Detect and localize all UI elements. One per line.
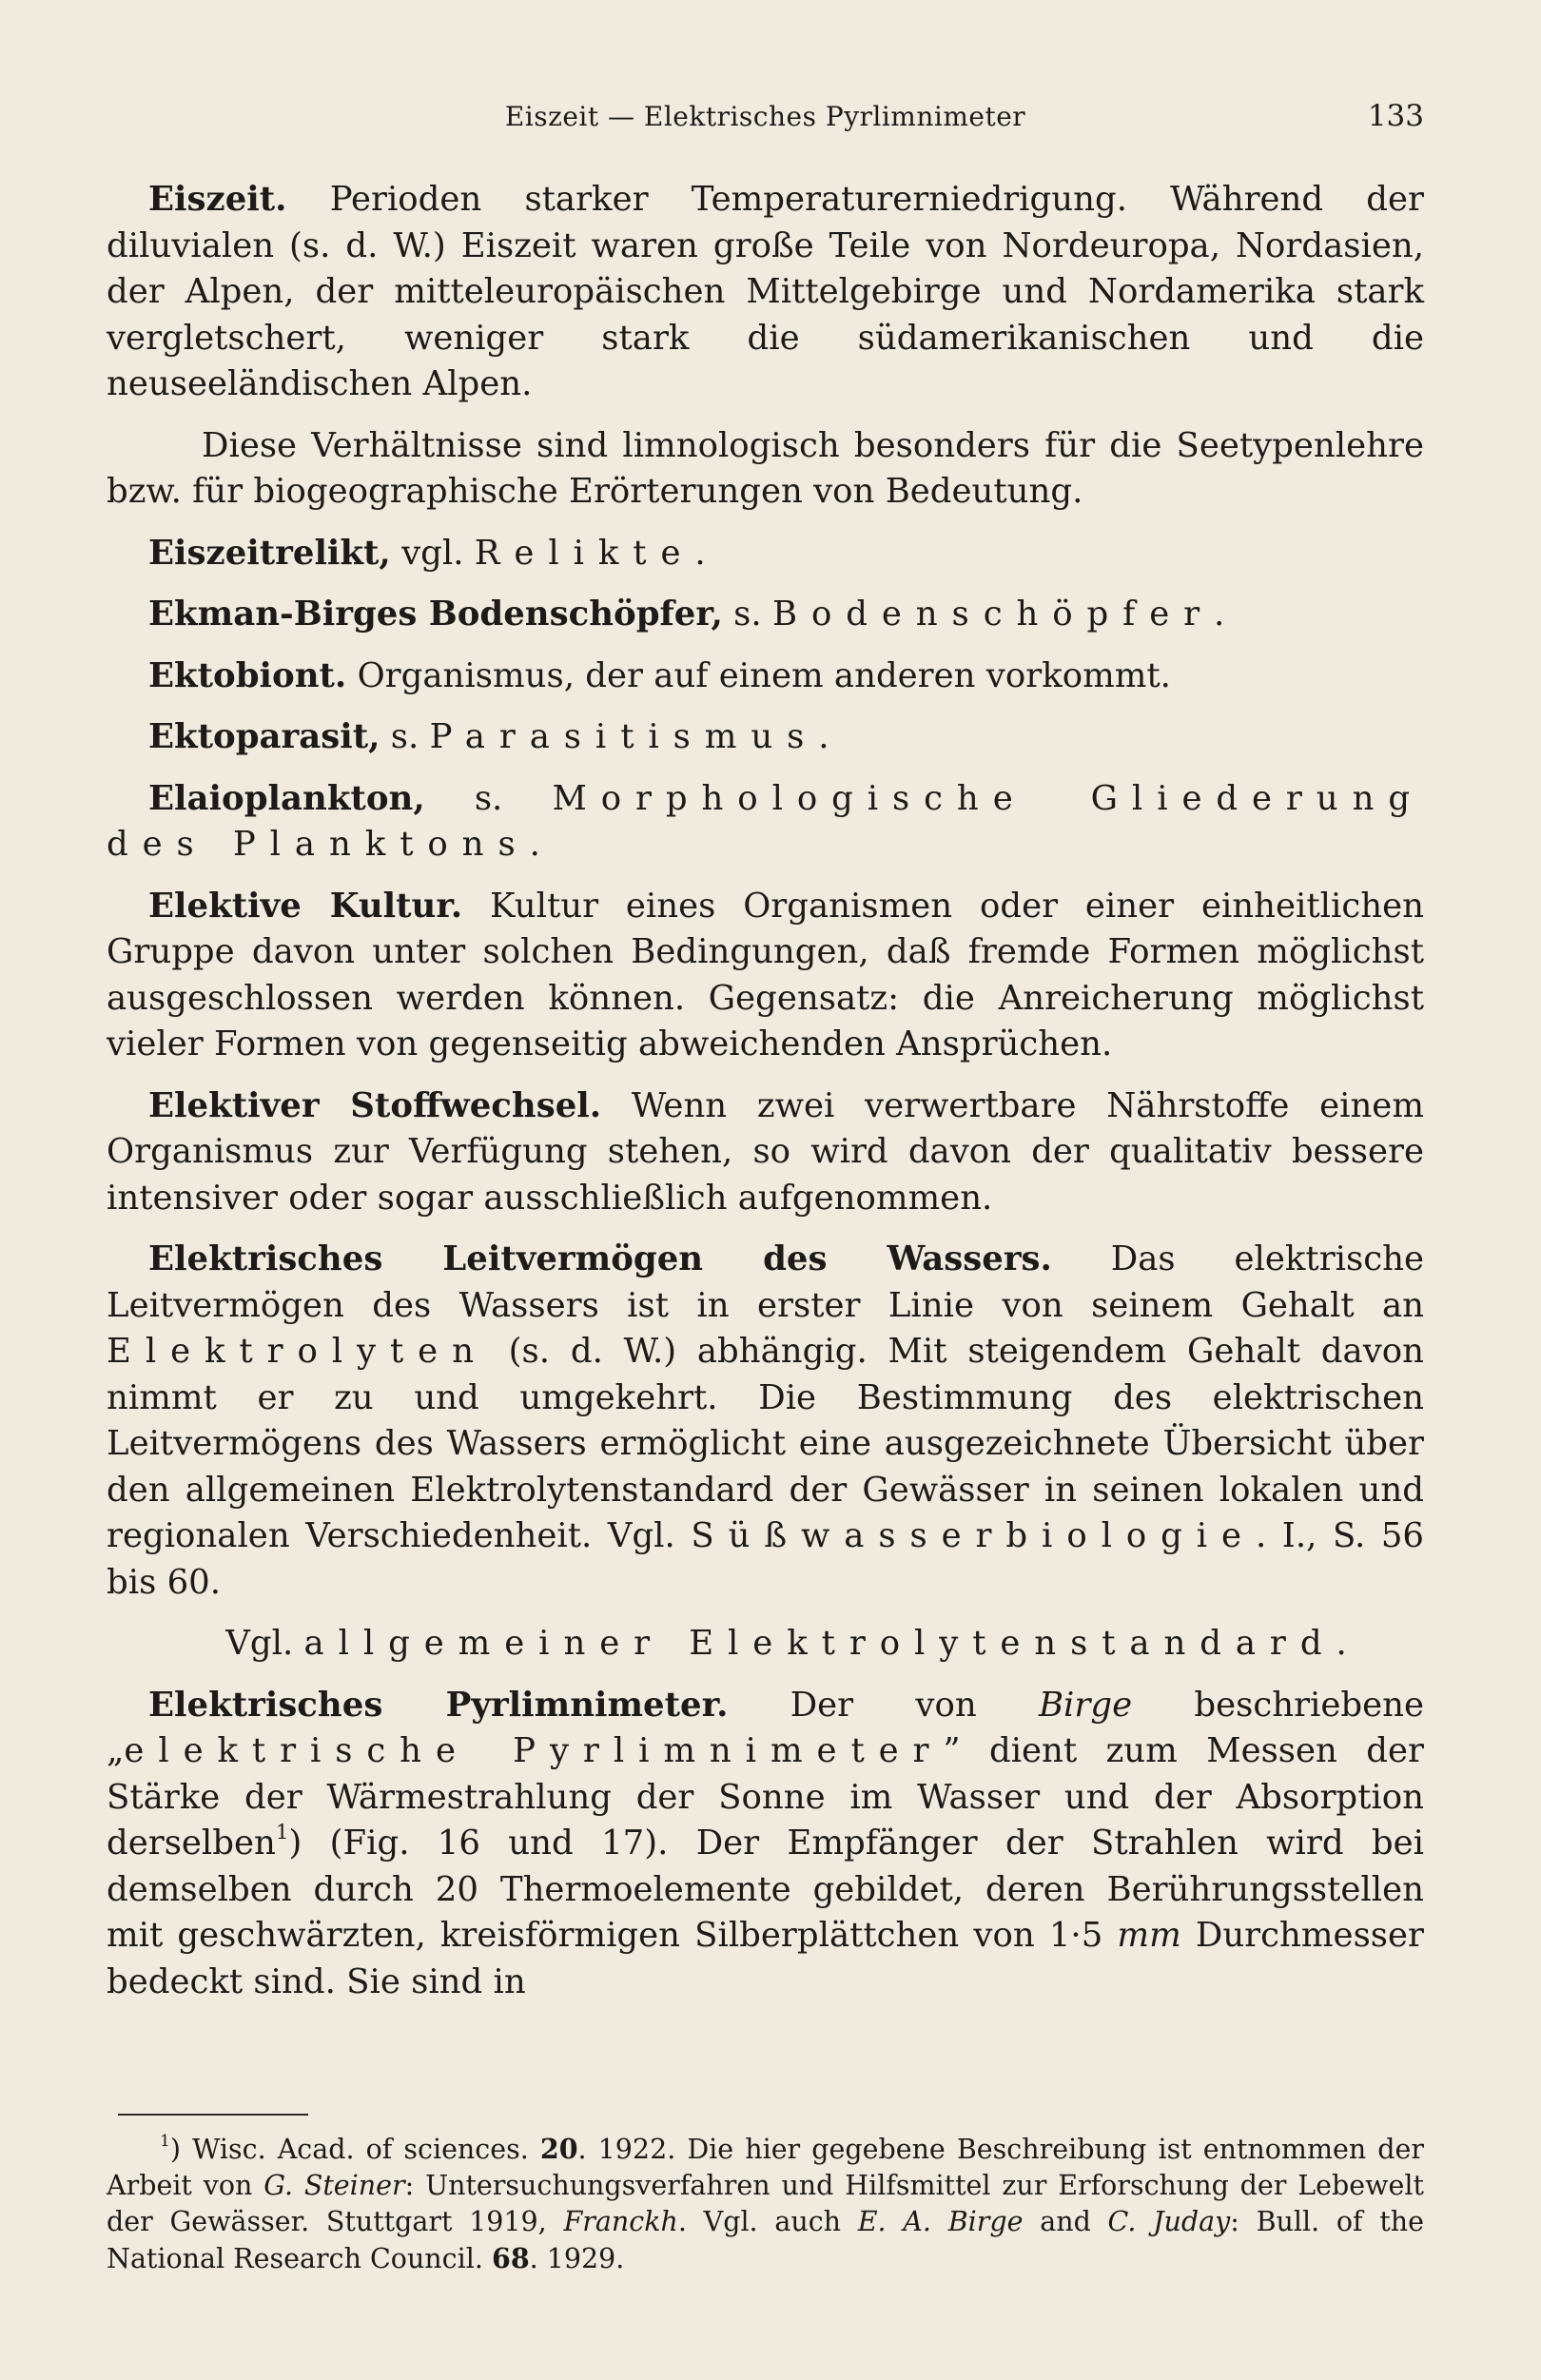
publisher-name: Franckh <box>563 2206 678 2237</box>
entry-text: Durchmesser bedeckt sind. Sie sind in <box>107 1916 1424 2001</box>
headword: Ektobiont. <box>148 655 347 695</box>
cross-reference: allgemeiner Elektrolytenstandard <box>303 1624 1336 1663</box>
entry-elektive-kultur <box>107 884 1424 1068</box>
entry-text: beschriebene „ <box>107 1685 1425 1770</box>
entry-text: . <box>1214 595 1225 634</box>
cross-reference: Relikte <box>474 533 695 573</box>
footnote-part: : Untersuchungsverfahren und Hilfsmittel zur Erforschung der Lebewelt der Gewässer. Stuttgart 1919, <box>107 2170 1424 2237</box>
page-header <box>107 93 1424 141</box>
headword: Elektrisches Pyrlimnimeter. <box>148 1685 729 1725</box>
cross-reference: Bodenschöpfer <box>771 595 1215 634</box>
footnote <box>107 2131 1424 2277</box>
footnote-part: ) Wisc. Acad. of sciences. <box>169 2134 540 2165</box>
entry-text: Kultur eines Organismen oder einer einheitlichen Gruppe davon unter solchen Bedingungen, daß fremde Formen möglichst ausgeschlossen werden können. Gegensatz: die Anreicherung möglichst vieler Formen von gegenseitig abweichenden Ansprüchen. <box>107 886 1424 1063</box>
headword: Ekman-Birges Bodenschöpfer, <box>148 595 723 634</box>
entry-ektobiont <box>107 654 1424 700</box>
entry-text: ) (Fig. 16 und 17). Der Empfänger der Strahlen wird bei demselben durch 20 Thermoelemente gebildet, deren Berührungsstellen mit geschwärzten, kreisförmigen Silberplättchen von 1·5 <box>107 1824 1424 1955</box>
entry-text: s. <box>424 778 553 818</box>
unit: mm <box>1117 1916 1181 1955</box>
entry-text: (s. d. W.) abhängig. Mit steigendem Gehalt davon nimmt er zu und umgekehrt. Die Bestimmung des elektrischen Leitvermögens des Wassers ermöglicht eine ausgezeichnete Übersicht über den allgemeinen Elektrolytenstandard der Gewässer in seinen lokalen und regionalen Verschiedenheit. Vgl. <box>107 1332 1424 1555</box>
entry-eiszeitrelikt <box>107 531 1424 577</box>
footnote-separator <box>118 2114 308 2116</box>
footnote-part: and <box>1023 2206 1108 2237</box>
headword: Elektrisches Leitvermögen des Wassers. <box>148 1239 1052 1278</box>
author-name: E. A. Birge <box>857 2206 1024 2237</box>
footnote-marker: 1 <box>275 1821 289 1845</box>
footnote-part: : Bull. of the National Research Council. <box>107 2206 1425 2274</box>
cross-reference: elektrische Pyrlimnimeter <box>124 1731 944 1770</box>
entry-ekman-birges-bodenschoepfer <box>107 592 1424 638</box>
entry-eiszeit-paragraph-2: Diese Verhältnisse sind limnologisch besonders für die Seetypenlehre bzw. für biogeographische Erörterungen von Bedeutung. <box>107 425 1424 511</box>
entry-text: Der von <box>728 1685 1039 1725</box>
headword: Ektoparasit, <box>148 717 380 756</box>
author-name: G. Steiner <box>263 2170 405 2201</box>
entry-eiszeit <box>107 177 1424 408</box>
running-title: Eiszeit — Elektrisches Pyrlimnimeter <box>504 101 1026 132</box>
footnote-part: . 1922. Die hier gegebene Beschreibung ist entnommen der Arbeit von <box>107 2134 1424 2201</box>
cross-reference: Elektrolyten <box>107 1332 488 1371</box>
entry-elektrisches-leitvermoegen <box>107 1237 1424 1606</box>
entry-text: s. <box>380 717 430 756</box>
author-name: Birge <box>1038 1685 1133 1725</box>
entry-text: vgl. <box>390 533 475 573</box>
entry-elaioplankton <box>107 776 1424 868</box>
entry-text: . <box>1336 1624 1347 1663</box>
cross-reference: Morphologische Gliederung des Planktons <box>107 778 1424 864</box>
headword: Eiszeitrelikt, <box>148 533 391 573</box>
entry-text: . <box>694 533 706 573</box>
volume-number: 20 <box>539 2133 578 2165</box>
entry-text: s. <box>722 595 772 634</box>
page-number: 133 <box>1367 99 1424 133</box>
footnote-marker: 1 <box>160 2132 170 2152</box>
cross-reference: Parasitismus <box>429 717 819 756</box>
entry-text: ” dient zum Messen der Stärke der Wärmestrahlung der Sonne im Wasser und der Absorption derselben <box>107 1731 1424 1863</box>
author-name: C. Juday <box>1107 2206 1231 2237</box>
entry-text: Organismus, der auf einem anderen vorkommt. <box>346 655 1171 695</box>
entry-text: Vgl. <box>225 1624 304 1663</box>
entry-text: . I., S. 56 bis 60. <box>107 1516 1424 1602</box>
entry-text: Wenn zwei verwertbare Nährstoffe einem Organismus zur Verfügung stehen, so wird davon der qualitativ bessere intensiver oder sogar ausschließlich aufgenommen. <box>107 1085 1424 1218</box>
entry-text: Das elektrische Leitvermögen des Wassers ist in erster Linie von seinem Gehalt an <box>107 1239 1424 1325</box>
entry-text: . <box>529 825 540 864</box>
cross-reference: Süßwasserbiologie <box>691 1516 1256 1555</box>
footnote-part: . Vgl. auch <box>677 2206 858 2237</box>
headword: Eiszeit. <box>148 180 287 219</box>
entry-text: Perioden starker Temperaturerniedrigung. Während der diluvialen (s. d. W.) Eiszeit waren große Teile von Nordeuropa, Nordasien, der Alpen, der mitteleuropäischen Mittelgebirge und Nordamerika stark vergletschert, weniger stark die südamerikanischen und die neuseeländischen Alpen. <box>107 180 1424 403</box>
footnote-part: . 1929. <box>529 2243 625 2274</box>
entry-elektrisches-pyrlimnimeter <box>107 1683 1424 2006</box>
entry-ektoparasit <box>107 714 1424 761</box>
headword: Elektive Kultur. <box>148 886 463 926</box>
entry-elektiver-stoffwechsel <box>107 1083 1424 1222</box>
footnote-text <box>107 2131 1424 2277</box>
entry-text: . <box>818 717 829 756</box>
headword: Elaioplankton, <box>148 778 425 818</box>
see-also-line <box>107 1621 1424 1668</box>
page-body <box>107 177 1424 2005</box>
headword: Elektiver Stoffwechsel. <box>148 1085 602 1125</box>
volume-number: 68 <box>491 2242 530 2274</box>
